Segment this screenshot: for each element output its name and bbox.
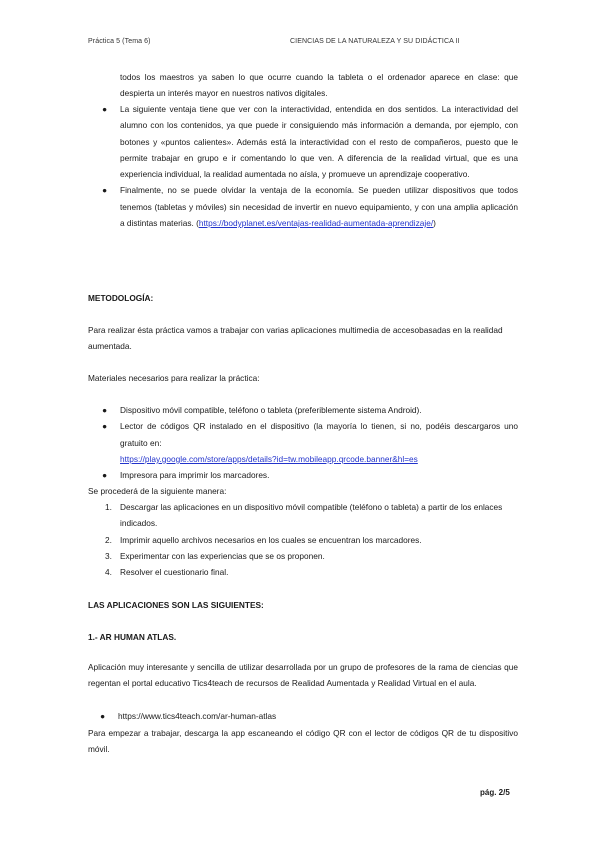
applications-heading: LAS APLICACIONES SON LAS SIGUIENTES:: [88, 600, 264, 610]
list-item: [88, 708, 518, 724]
list-item: [88, 564, 518, 580]
page-number: pág. 2/5: [480, 788, 510, 797]
procedure-steps: [88, 499, 518, 580]
bullet-icon: ●: [102, 421, 108, 432]
app1-description: Aplicación muy interesante y sencilla de utilizar desarrollada por un grupo de profesores de la rama de ciencias que regentan el portal educativo Tics4teach de recursos de Realidad Aumentada y Realidad Virtual en el aula.: [88, 662, 518, 689]
list-item: [88, 499, 518, 532]
list-item: [88, 402, 518, 418]
header-left: Práctica 5 (Tema 6): [88, 38, 151, 45]
app1-title: 1.- AR HUMAN ATLAS.: [88, 632, 177, 642]
bullet-icon: ●: [102, 104, 108, 114]
app1-instructions: Para empezar a trabajar, descarga la app escaneando el código QR con el lector de códigos QR de tu dispositivo móvil.: [88, 728, 518, 755]
materials-list: [88, 402, 518, 483]
step-text: Experimentar con las experiencias que se os proponen.: [120, 550, 325, 561]
bullet-icon: ●: [102, 470, 108, 481]
list-item: [88, 182, 518, 231]
bodyplanet-link[interactable]: https://bodyplanet.es/ventajas-realidad-aumentada-aprendizaje/: [198, 218, 434, 229]
list-item: [88, 532, 518, 548]
step-number: 1.: [105, 502, 112, 512]
list-item: [88, 418, 518, 467]
material-device: Dispositivo móvil compatible, teléfono o tableta (preferiblemente sistema Android).: [120, 405, 422, 415]
materials-heading: Materiales necesarios para realizar la práctica:: [88, 373, 260, 383]
step-number: 2.: [105, 534, 112, 545]
material-qr-reader: Lector de códigos QR instalado en el dispositivo (la mayoría lo tienen, si no, podéis descargaros uno gratuito en:: [120, 421, 518, 448]
list-item: [88, 548, 518, 564]
step-text: Imprimir aquello archivos necesarios en los cuales se encuentran los marcadores.: [120, 534, 422, 545]
methodology-heading: METODOLOGÍA:: [88, 293, 154, 303]
app1-url[interactable]: https://www.tics4teach.com/ar-human-atlas: [118, 711, 277, 721]
intro-continuation: todos los maestros ya saben lo que ocurre cuando la tableta o el ordenador aparece en clase: que despierta un interés mayor en nuestros nativos digitales.: [120, 72, 518, 99]
app1-links: [88, 708, 518, 724]
step-number: 3.: [105, 550, 112, 561]
procedure-intro: Se procederá de la siguiente manera:: [88, 486, 227, 496]
header-right: CIENCIAS DE LA NATURALEZA Y SU DIDÁCTICA II: [290, 38, 460, 45]
bullet-icon: ●: [102, 185, 108, 196]
methodology-paragraph: Para realizar ésta práctica vamos a trabajar con varias aplicaciones multimedia de accesobasadas en la realidad aumentada.: [88, 325, 503, 352]
list-item: [88, 101, 518, 182]
advantage-interactivity: La siguiente ventaja tiene que ver con la interactividad, entendida en dos sentidos. La interactividad del alumno con los contenidos, ya que puede ir consiguiendo más información a demanda, por ejemplo, con botones y «puntos calientes». Además está la interactividad con el resto de compañeros, puesto que le permite trabajar en grupo e ir comentando lo que ven. A diferencia de la realidad virtual, que es una experiencia individual, la realidad aumentada no aísla, y promueve un aprendizaje cooperativo.: [120, 104, 518, 180]
bullet-icon: ●: [100, 711, 106, 721]
qr-reader-link[interactable]: https://play.google.com/store/apps/details?id=tw.mobileapp.qrcode.banner&hl=es: [120, 453, 418, 464]
material-printer: Impresora para imprimir los marcadores.: [120, 470, 270, 481]
step-text: Resolver el cuestionario final.: [120, 567, 229, 578]
step-text: Descargar las aplicaciones en un dispositivo móvil compatible (teléfono o tableta) a partir de los enlaces indicados.: [120, 502, 503, 529]
list-item: [88, 467, 518, 483]
bullet-icon: ●: [102, 405, 108, 415]
step-number: 4.: [105, 567, 112, 578]
advantage-economy: Finalmente, no se puede olvidar la ventaja de la economía. Se pueden utilizar dispositivos que todos tenemos (tabletas y móviles) sin necesidad de invertir en nuevo equipamiento, y con una amplia aplicación a distintas materias. (: [120, 185, 518, 229]
advantages-list: [88, 101, 518, 231]
closing-paren: ): [433, 218, 436, 229]
